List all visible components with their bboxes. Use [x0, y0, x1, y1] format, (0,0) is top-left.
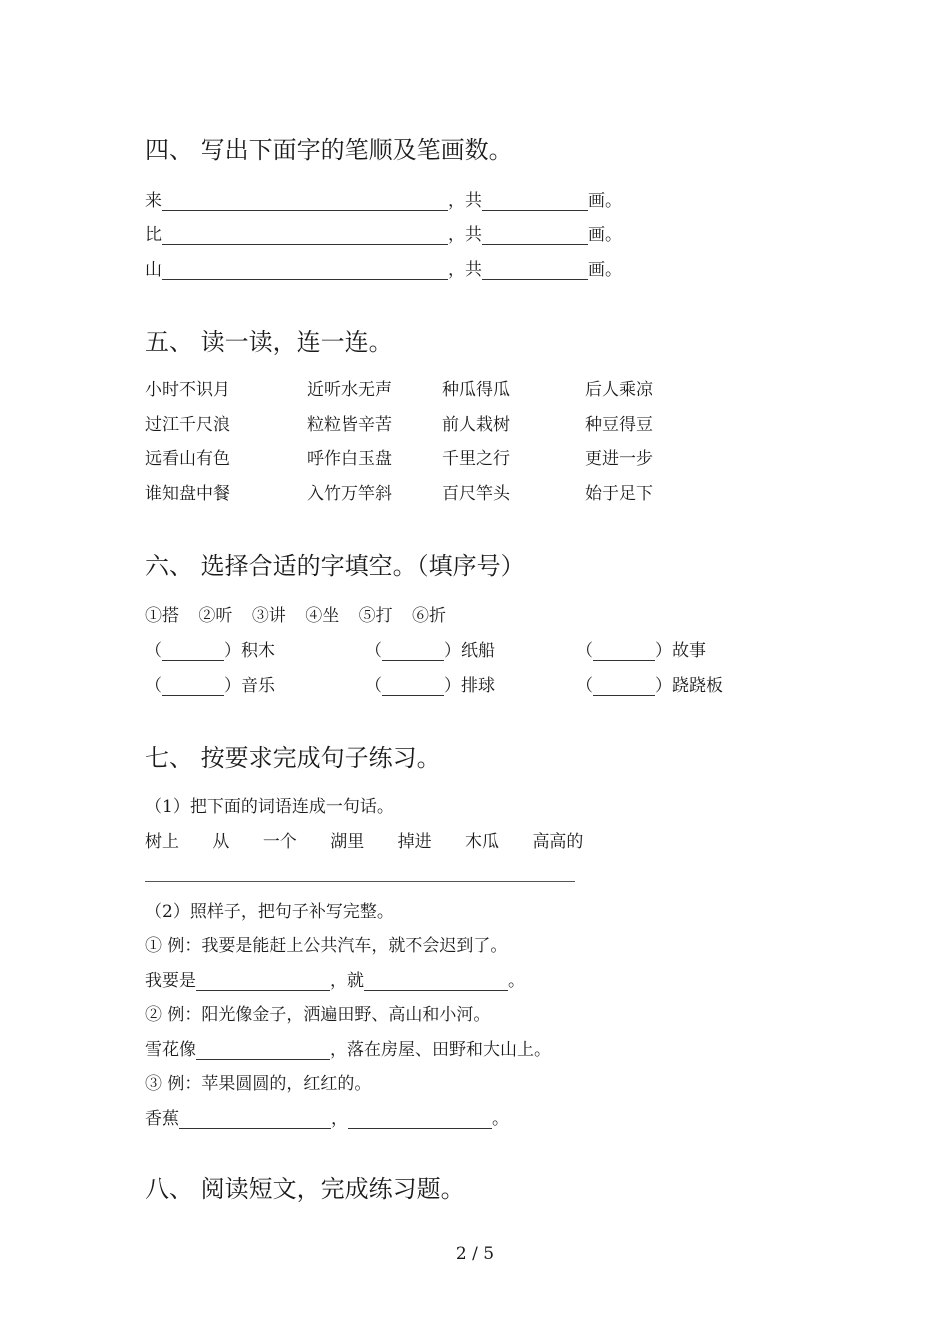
option-item: ⑥折 [412, 606, 447, 626]
stroke-order-blank[interactable] [162, 261, 448, 280]
exercise-text: ，就 [330, 971, 364, 991]
answer-blank[interactable] [593, 642, 655, 661]
word-item: 掉进 [397, 832, 432, 852]
section7-title: 七、 按要求完成句子练习。 [145, 744, 441, 772]
example-1: ① 例：我要是能赶上公共汽车，就不会迟到了。 [145, 936, 508, 956]
fill-word: 纸船 [461, 641, 495, 661]
exercise-text: ， [331, 1109, 348, 1129]
match-cell[interactable]: 入竹万竿斜 [307, 484, 392, 504]
page-number: 2 / 5 [455, 1244, 495, 1264]
fill-word: 积木 [241, 641, 275, 661]
open-paren: （ [576, 641, 593, 661]
stroke-count-blank[interactable] [482, 226, 588, 245]
option-list [145, 601, 446, 626]
separator-text: ，共 [448, 191, 482, 211]
end-text: 画。 [588, 260, 622, 280]
match-cell[interactable]: 远看山有色 [145, 449, 230, 469]
word-item: 湖里 [330, 832, 365, 852]
match-cell[interactable]: 始于足下 [585, 484, 653, 504]
match-cell[interactable]: 后人乘凉 [585, 380, 653, 400]
example-3: ③ 例：苹果圆圆的，红红的。 [145, 1074, 372, 1094]
close-paren: ） [224, 641, 241, 661]
answer-blank[interactable] [196, 972, 330, 991]
word-item: 树上 [145, 832, 179, 852]
stroke-row-3 [145, 255, 622, 280]
match-cell[interactable]: 百尺竿头 [442, 484, 510, 504]
answer-blank[interactable] [196, 1041, 330, 1060]
exercise-1 [145, 966, 525, 991]
match-cell[interactable]: 近听水无声 [307, 380, 392, 400]
part2-label: （2）照样子，把句子补写完整。 [145, 902, 394, 922]
word-item: 木瓜 [465, 832, 500, 852]
stroke-count-blank[interactable] [482, 261, 588, 280]
exercise-text: ，落在房屋、田野和大山上。 [330, 1040, 551, 1060]
stroke-count-blank[interactable] [482, 192, 588, 211]
match-cell[interactable]: 呼作白玉盘 [307, 449, 392, 469]
sentence-answer-line[interactable] [145, 881, 575, 882]
match-cell[interactable]: 粒粒皆辛苦 [307, 415, 392, 435]
exercise-text: 雪花像 [145, 1040, 196, 1060]
open-paren: （ [145, 641, 162, 661]
word-item: 从 [212, 832, 230, 852]
match-cell[interactable]: 前人栽树 [442, 415, 510, 435]
option-item: ③讲 [251, 606, 286, 626]
match-cell[interactable]: 更进一步 [585, 449, 653, 469]
section5-title: 五、 读一读，连一连。 [145, 328, 393, 356]
open-paren: （ [365, 641, 382, 661]
close-paren: ） [655, 641, 672, 661]
open-paren: （ [576, 676, 593, 696]
fill-item [145, 636, 275, 661]
end-text: 画。 [588, 225, 622, 245]
fill-word: 故事 [672, 641, 706, 661]
close-paren: ） [655, 676, 672, 696]
answer-blank[interactable] [179, 1110, 331, 1129]
exercise-text: 。 [508, 971, 525, 991]
stroke-char: 来 [145, 191, 162, 211]
section6-title: 六、 选择合适的字填空。（填序号） [145, 552, 525, 580]
exercise-text: 。 [492, 1109, 509, 1129]
exercise-2 [145, 1035, 551, 1060]
match-cell[interactable]: 千里之行 [442, 449, 510, 469]
section8-title: 八、 阅读短文，完成练习题。 [145, 1175, 465, 1203]
part1-label: （1）把下面的词语连成一句话。 [145, 797, 394, 817]
stroke-row-1 [145, 186, 622, 211]
fill-word: 跷跷板 [672, 676, 723, 696]
answer-blank[interactable] [348, 1110, 492, 1129]
end-text: 画。 [588, 191, 622, 211]
exercise-text: 我要是 [145, 971, 196, 991]
exercise-3 [145, 1104, 509, 1129]
stroke-char: 山 [145, 260, 162, 280]
separator-text: ，共 [448, 225, 482, 245]
stroke-row-2 [145, 220, 622, 245]
open-paren: （ [365, 676, 382, 696]
answer-blank[interactable] [593, 677, 655, 696]
option-item: ②听 [198, 606, 233, 626]
match-cell[interactable]: 谁知盘中餐 [145, 484, 230, 504]
exercise-text: 香蕉 [145, 1109, 179, 1129]
word-item: 高高的 [532, 832, 584, 852]
fill-item [576, 636, 706, 661]
close-paren: ） [444, 676, 461, 696]
answer-blank[interactable] [364, 972, 508, 991]
fill-word: 排球 [461, 676, 495, 696]
match-cell[interactable]: 种豆得豆 [585, 415, 653, 435]
section4-title: 四、 写出下面字的笔顺及笔画数。 [145, 136, 513, 164]
fill-item [365, 671, 495, 696]
word-item: 一个 [262, 832, 297, 852]
separator-text: ，共 [448, 260, 482, 280]
stroke-order-blank[interactable] [162, 226, 448, 245]
match-cell[interactable]: 小时不识月 [145, 380, 230, 400]
answer-blank[interactable] [382, 677, 444, 696]
close-paren: ） [224, 676, 241, 696]
answer-blank[interactable] [162, 677, 224, 696]
fill-item [145, 671, 275, 696]
stroke-order-blank[interactable] [162, 192, 448, 211]
match-cell[interactable]: 过江千尺浪 [145, 415, 230, 435]
fill-word: 音乐 [241, 676, 275, 696]
fill-item [576, 671, 723, 696]
open-paren: （ [145, 676, 162, 696]
answer-blank[interactable] [382, 642, 444, 661]
stroke-char: 比 [145, 225, 162, 245]
match-cell[interactable]: 种瓜得瓜 [442, 380, 510, 400]
fill-item [365, 636, 495, 661]
example-2: ② 例：阳光像金子，洒遍田野、高山和小河。 [145, 1005, 491, 1025]
option-item: ④坐 [305, 606, 340, 626]
option-item: ⑤打 [358, 606, 393, 626]
close-paren: ） [444, 641, 461, 661]
word-list [145, 827, 583, 852]
option-item: ①搭 [145, 606, 179, 626]
answer-blank[interactable] [162, 642, 224, 661]
